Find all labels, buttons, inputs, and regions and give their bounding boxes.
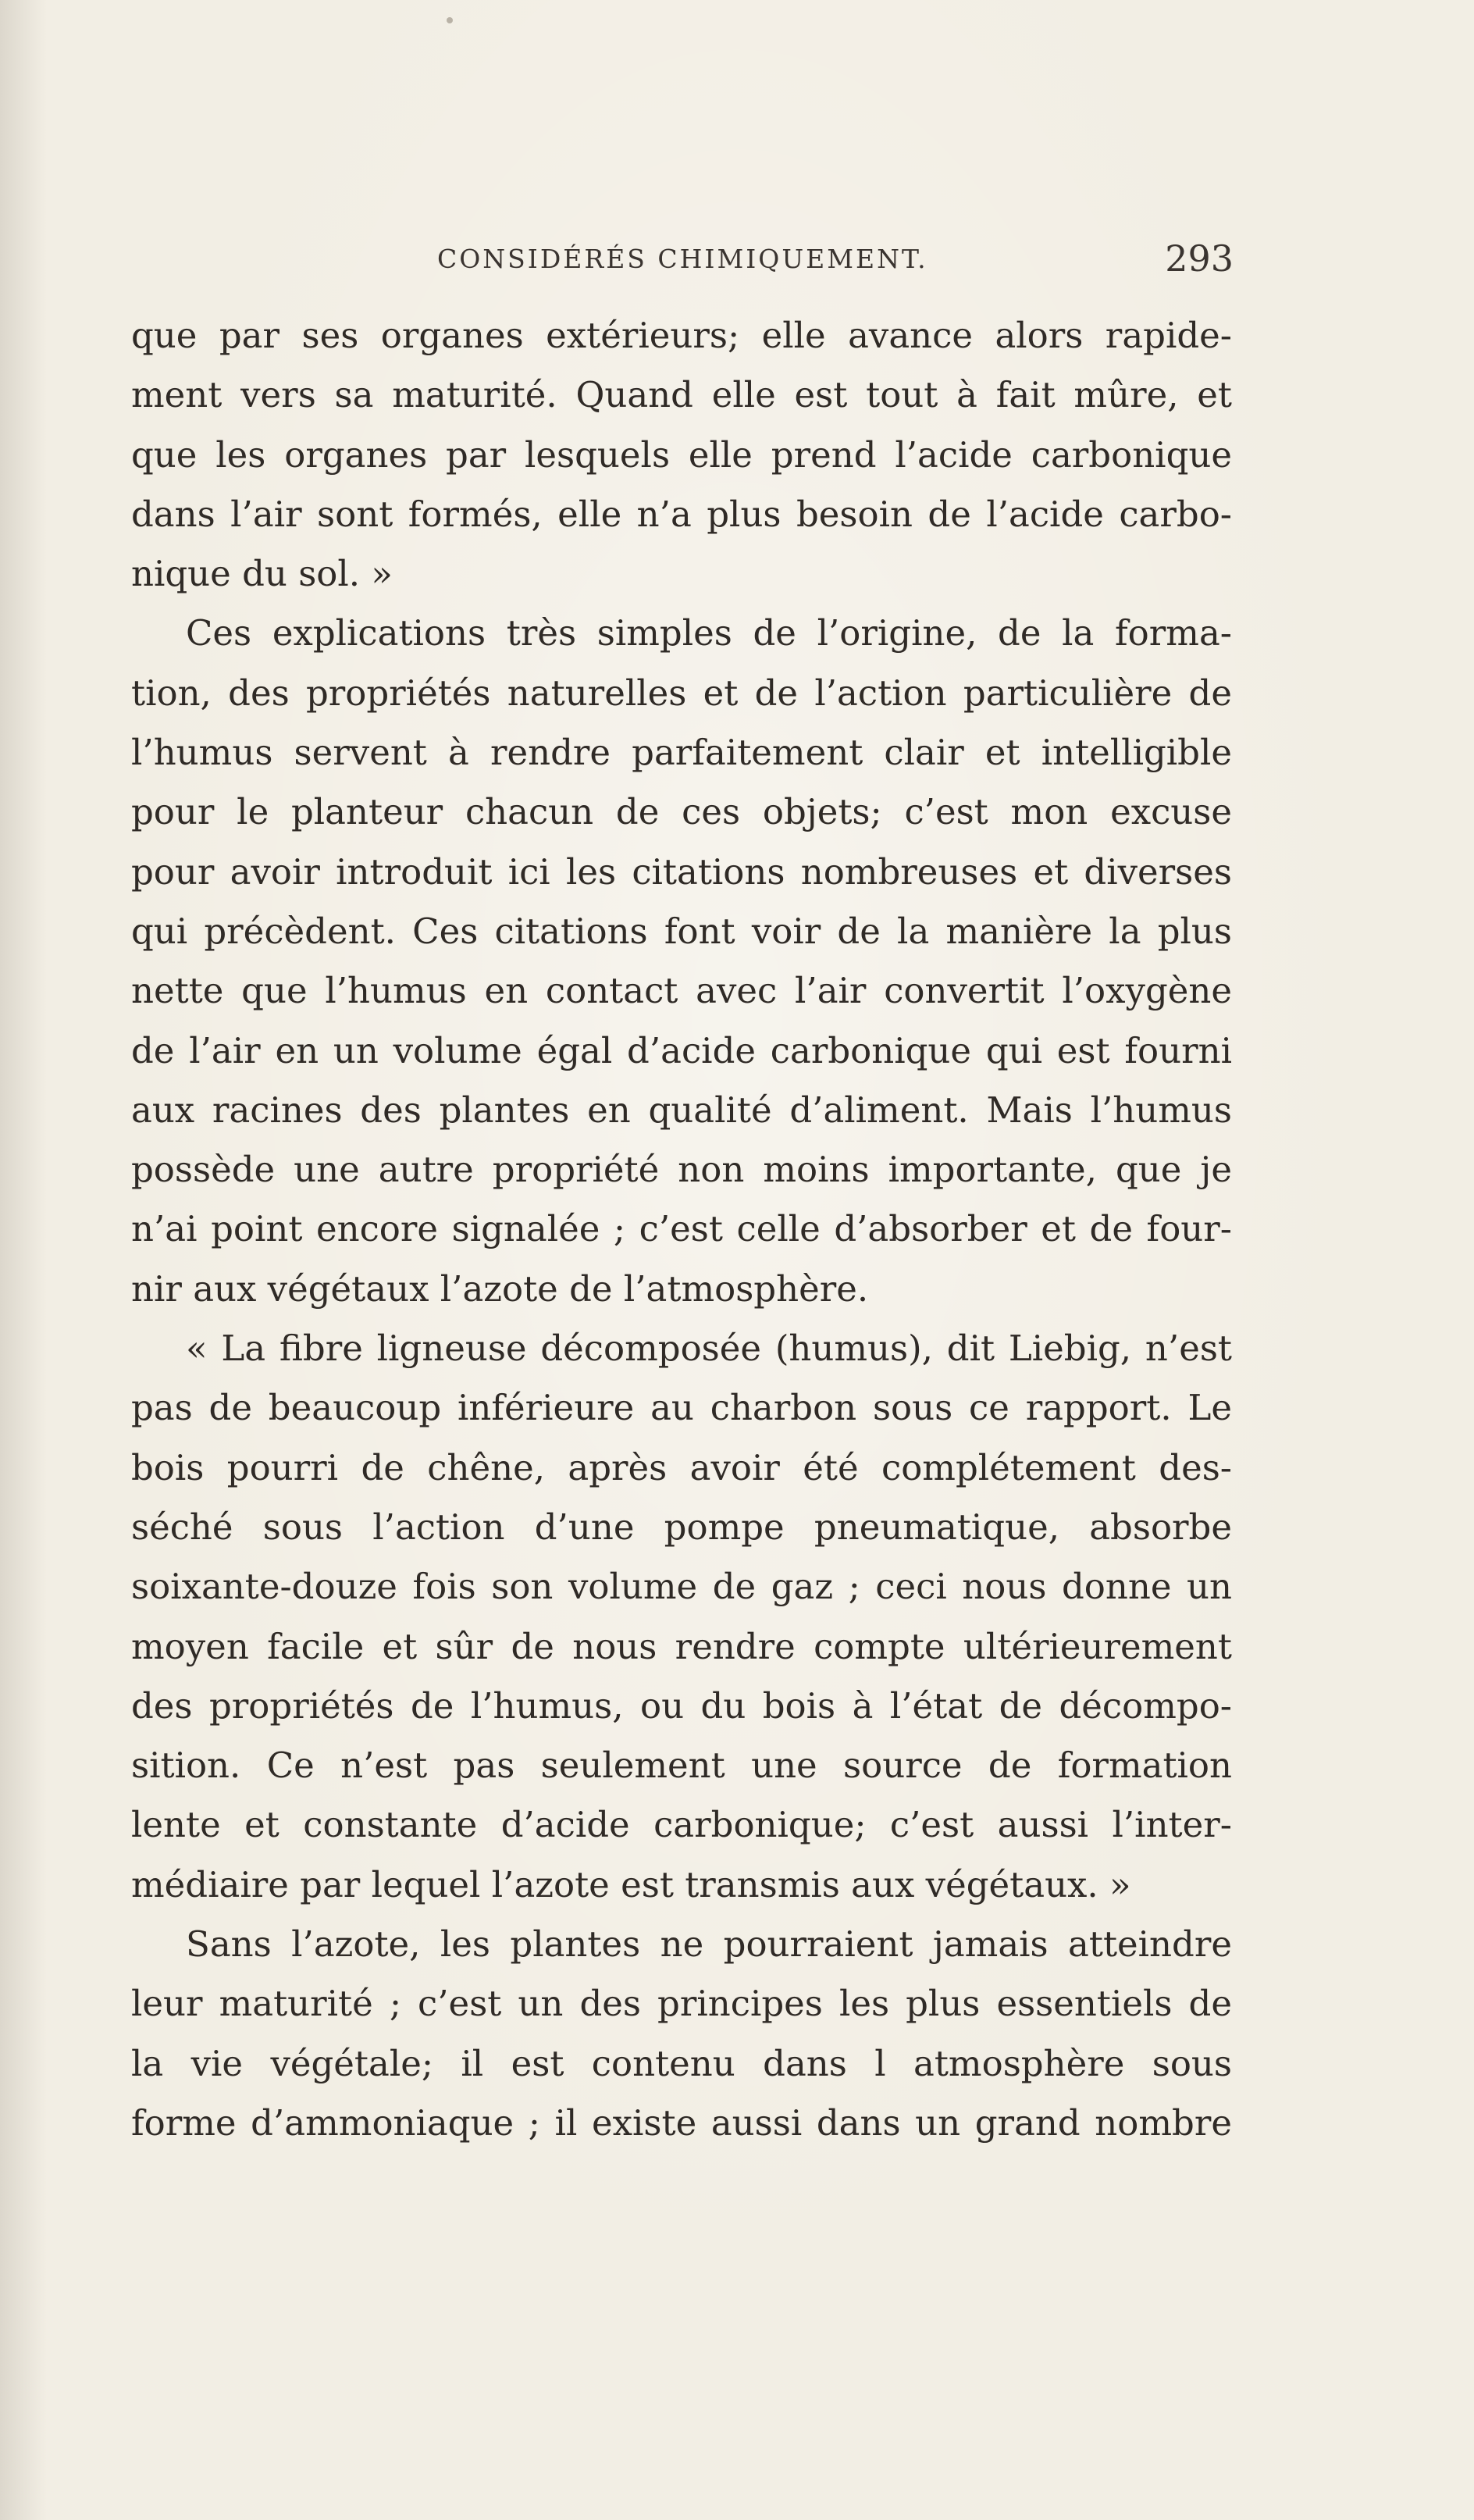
text-line: tion, des propriétés naturelles et de l’action particulière de [131,672,1232,714]
text-line: bois pourri de chêne, après avoir été complétement des- [131,1446,1232,1488]
text-line: que les organes par lesquels elle prend l’acide carbonique [131,433,1232,476]
text-line: Sans l’azote, les plantes ne pourraient jamais atteindre [186,1923,1232,1966]
text-line: de l’air en un volume égal d’acide carbonique qui est fourni [131,1029,1232,1071]
text-line: nique du sol. » [131,553,393,595]
text-line: lente et constante d’acide carbonique; c’est aussi l’inter- [131,1804,1232,1846]
text-line: que par ses organes extérieurs; elle avance alors rapide- [131,315,1232,356]
text-line: médiaire par lequel l’azote est transmis aux végétaux. » [131,1863,1131,1905]
running-head: CONSIDÉRÉS CHIMIQUEMENT. [437,244,928,274]
text-line: ment vers sa maturité. Quand elle est tout à fait mûre, et [131,374,1232,416]
text-line: Ces explications très simples de l’origine, de la forma- [186,612,1232,654]
text-line: la vie végétale; il est contenu dans l atmosphère sous [131,2042,1232,2084]
text-line: n’ai point encore signalée ; c’est celle d’absorber et de four- [131,1208,1232,1250]
text-line: soixante-douze fois son volume de gaz ; ceci nous donne un [131,1566,1232,1608]
text-line: l’humus servent à rendre parfaitement clair et intelligible [131,732,1232,774]
text-line: dans l’air sont formés, elle n’a plus besoin de l’acide carbo- [131,493,1232,535]
text-line: pas de beaucoup inférieure au charbon sous ce rapport. Le [131,1387,1232,1429]
body-text [131,306,1232,2153]
text-line: pour le planteur chacun de ces objets; c’est mon excuse [131,791,1232,833]
text-line: aux racines des plantes en qualité d’aliment. Mais l’humus [131,1089,1232,1131]
text-line: des propriétés de l’humus, ou du bois à l’état de décompo- [131,1684,1232,1727]
text-line: qui précèdent. Ces citations font voir de la manière la plus [131,910,1232,952]
text-line: possède une autre propriété non moins importante, que je [131,1149,1232,1191]
text-line: pour avoir introduit ici les citations nombreuses et diverses [131,850,1232,893]
text-line: séché sous l’action d’une pompe pneumatique, absorbe [131,1506,1232,1548]
text-line: « La fibre ligneuse décomposée (humus), dit Liebig, n’est [186,1328,1232,1370]
page-number: 293 [1165,237,1234,280]
page-spine-shadow [0,0,47,2520]
page-header [125,237,1234,290]
text-line: nette que l’humus en contact avec l’air convertit l’oxygène [131,970,1232,1012]
text-line: forme d’ammoniaque ; il existe aussi dans un grand nombre [131,2101,1232,2144]
text-line: sition. Ce n’est pas seulement une source de formation [131,1745,1232,1787]
paper-speck [447,17,453,23]
text-line: moyen facile et sûr de nous rendre compte ultérieurement [131,1625,1232,1667]
text-line: leur maturité ; c’est un des principes les plus essentiels de [131,1983,1232,2025]
text-line: nir aux végétaux l’azote de l’atmosphère. [131,1267,869,1310]
